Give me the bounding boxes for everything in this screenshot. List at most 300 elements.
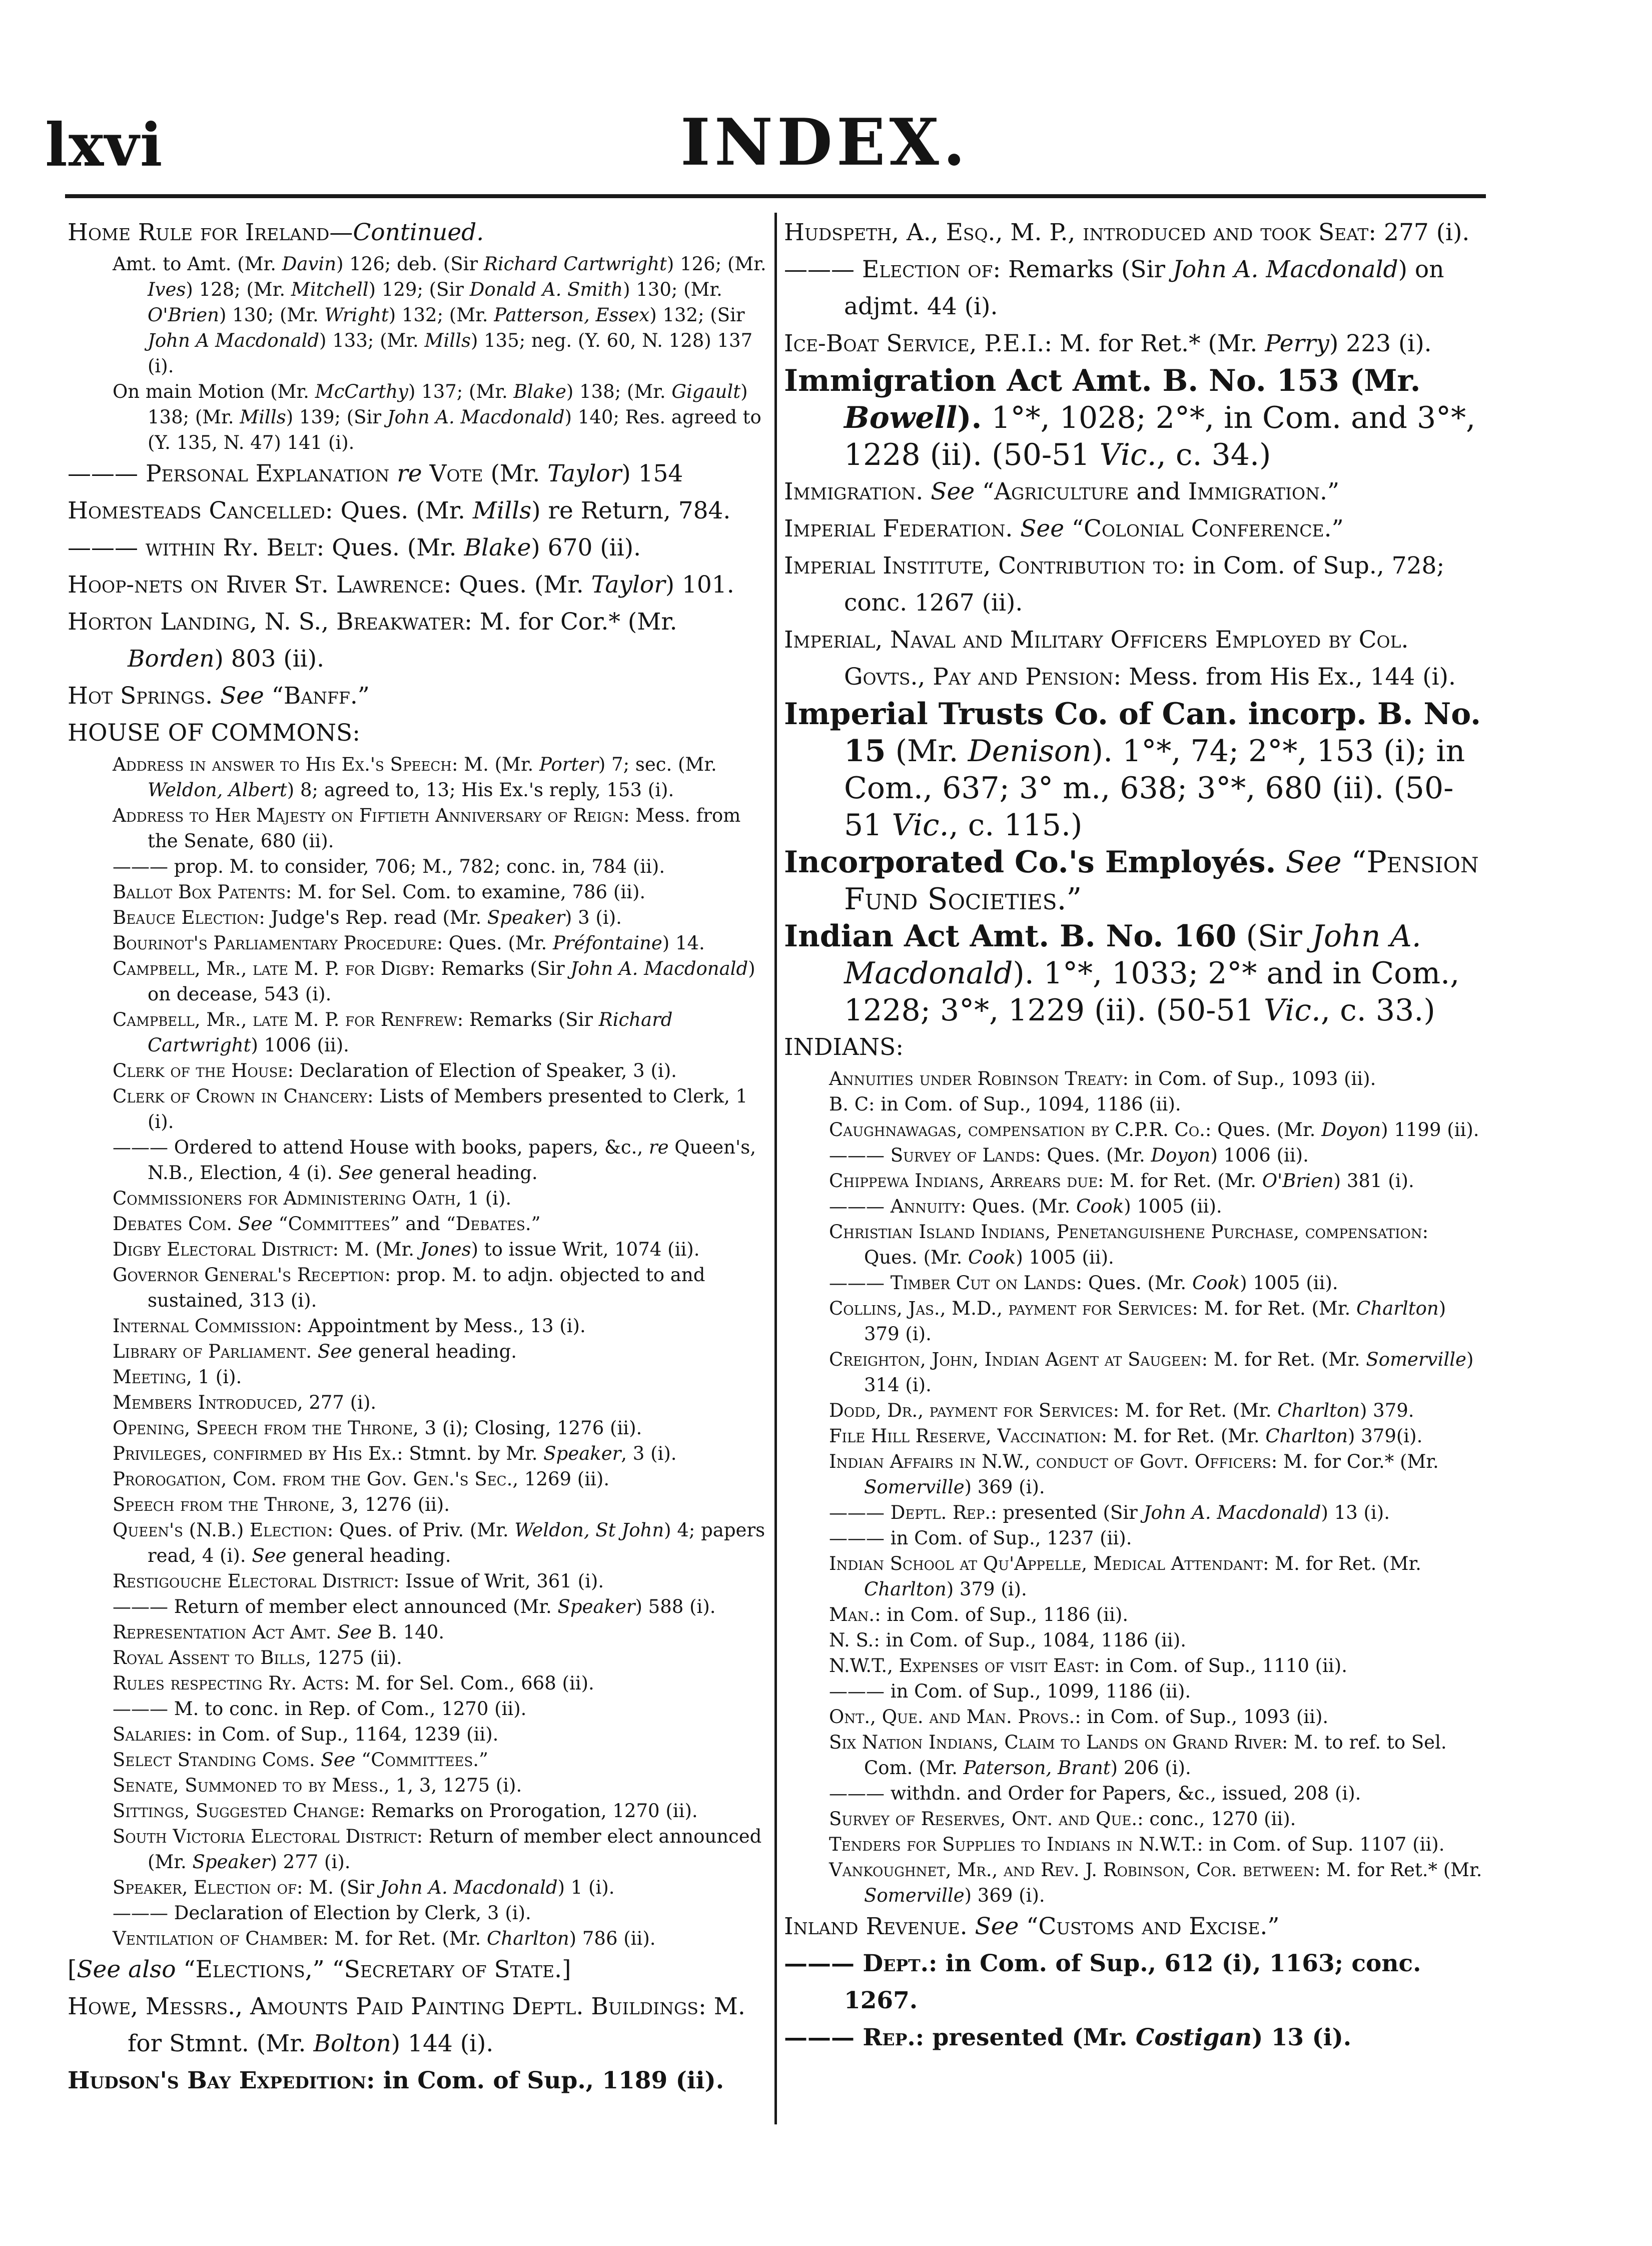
entry-text: ) 588 (i). (635, 1596, 716, 1617)
index-entry (784, 1117, 1487, 1143)
entry-text: ) 369 (i). (964, 1476, 1045, 1498)
index-entry (784, 1945, 1487, 2019)
entry-text: Howe, Messrs., Amounts Paid Painting Deptl. Buildings (68, 1993, 698, 2020)
entry-text: Jones (420, 1239, 471, 1260)
entry-text: Dept. (863, 1950, 929, 1977)
index-entry (68, 1670, 767, 1696)
entry-text: Personal Explanation (145, 460, 390, 487)
entry-text: Amt. to Amt. (Mr. (113, 253, 282, 275)
entry-text: Vankoughnet, Mr., and Rev. J. Robinson, Cor. between (829, 1859, 1315, 1881)
entry-text: Immigration. (784, 478, 924, 505)
entry-text: Continued. (353, 219, 484, 246)
index-entry (68, 1747, 767, 1773)
entry-text: Banff (283, 682, 350, 710)
entry-text: Vote (429, 460, 483, 487)
entry-text: South Victoria Electoral District (113, 1826, 417, 1847)
entry-text: .” (1320, 478, 1339, 505)
entry-text: Timber Cut on Lands (890, 1272, 1076, 1294)
entry-text: Ventilation of Chamber (113, 1928, 323, 1949)
entry-text: : in Com. of Sup., 1186 (ii). (875, 1604, 1129, 1625)
entry-text: Mitchell (291, 279, 369, 300)
index-entry (784, 1525, 1487, 1551)
entry-text: Immigration (1188, 478, 1320, 505)
column-divider (774, 213, 777, 2124)
entry-text: ) 4; papers read, 4 (i). (148, 1519, 765, 1566)
index-entry (784, 844, 1487, 918)
entry-text: Taylor (591, 571, 665, 599)
entry-text: , 3, 1276 (ii). (329, 1494, 450, 1515)
entry-text: ) 223 (i). (1329, 330, 1432, 357)
entry-text: “ (355, 1749, 371, 1771)
entry-text: , c. 33.) (1321, 993, 1435, 1028)
entry-text: .] (554, 1956, 571, 1983)
entry-text: ). 1°*, 74; 2°*, 153 (i); in Com., 637; 3° m., 638; 3°*, 680 (ii). (50-51 (844, 734, 1465, 843)
entry-text: Somerville (864, 1885, 965, 1906)
index-entry (68, 956, 767, 1007)
entry-text: Campbell, Mr., late M. P. for Renfrew (113, 1009, 457, 1030)
entry-text: ) 128; (Mr. (186, 279, 291, 300)
entry-text: ——— (784, 256, 862, 283)
index-entry (784, 1143, 1487, 1168)
entry-text: ——— withdn. and Order for Papers, &c., issued, 208 (i). (829, 1783, 1361, 1804)
index-entry (784, 2019, 1487, 2056)
entry-text: Mills (424, 330, 471, 351)
index-entry (784, 1219, 1487, 1270)
index-entry (784, 510, 1487, 547)
entry-text: re (648, 1137, 669, 1158)
entry-text: : Appointment by Mess., 13 (i). (296, 1315, 586, 1337)
entry-text: Deptl. Rep. (890, 1502, 991, 1523)
entry-text: Hudspeth, A., Esq., M. P., introduced and took Seat (784, 219, 1369, 246)
entry-text: : M. for Ret.* (Mr. (1314, 1859, 1482, 1881)
entry-text: Hot Springs. (68, 682, 213, 710)
entry-text: : M. for Ret. (Mr. (1113, 1400, 1278, 1421)
entry-text: ) 277 (i). (270, 1851, 351, 1873)
entry-text: Collins, Jas., M.D., payment for Services (829, 1298, 1192, 1319)
index-entry (68, 379, 767, 455)
entry-text: : Remarks (Sir (457, 1009, 599, 1030)
entry-text: Charlton (1265, 1425, 1348, 1447)
entry-text: (Sir (1236, 919, 1312, 954)
entry-text: Speaker (543, 1443, 621, 1464)
index-entry (68, 1135, 767, 1186)
entry-text: Doyon (1321, 1119, 1381, 1141)
index-entry (784, 1296, 1487, 1347)
index-entry (784, 622, 1487, 696)
entry-text: Members Introduced (113, 1392, 297, 1413)
entry-text: : Ques. (Mr. (1076, 1272, 1192, 1294)
entry-text: ) 381 (i). (1333, 1170, 1414, 1192)
entry-text: , 3 (i); Closing, 1276 (ii). (413, 1417, 642, 1439)
entry-text: Blake (464, 534, 531, 562)
entry-text: Internal Commission (113, 1315, 296, 1337)
entry-text: Indian School at Qu'Appelle, Medical Attendant (829, 1553, 1263, 1574)
entry-text: John A. Macdonald (1143, 1502, 1321, 1523)
entry-text: Charlton (486, 1928, 569, 1949)
entry-text: : in Com. of Sup., 1189 (ii). (366, 2067, 724, 2094)
entry-text: : M. (Mr. (332, 1239, 420, 1260)
entry-text: : M. for Cor.* (Mr. (464, 608, 677, 636)
entry-text: ——— (68, 534, 146, 562)
entry-text: ) on decease, 543 (i). (148, 958, 755, 1005)
entry-text: Bowell (844, 400, 958, 435)
entry-text: Creighton, John, Indian Agent at Saugeen (829, 1349, 1202, 1370)
entry-text: ) 314 (i). (864, 1349, 1474, 1396)
entry-text: , 1, 3, 1275 (i). (384, 1775, 522, 1796)
entry-text: ) re Return, 784. (531, 497, 731, 524)
entry-text: ) 3 (i). (564, 907, 622, 928)
entry-text: Richard Cartwright (483, 253, 667, 275)
entry-text: : Ques. (Mr. (325, 497, 473, 524)
index-entry (68, 1875, 767, 1900)
entry-text: Inland Revenue. (784, 1913, 968, 1940)
entry-text: : M. for Ret.* (Mr. (1044, 330, 1265, 357)
entry-text: ) 138; (Mr. (566, 381, 672, 402)
index-entry (68, 1083, 767, 1135)
entry-text: Survey of Lands (890, 1145, 1035, 1166)
index-entry (784, 1678, 1487, 1704)
entry-text: : presented (Sir (991, 1502, 1144, 1523)
entry-text: ——— in Com. of Sup., 1237 (ii). (829, 1527, 1132, 1549)
entry-text: Indian Act Amt. B. No. 160 (784, 919, 1237, 954)
index-entry (68, 1339, 767, 1364)
entry-text: ) 369 (i). (964, 1885, 1045, 1906)
entry-text: ) 13 (i). (1252, 2024, 1352, 2051)
entry-text: Imperial, Naval and Military Officers Employed by Col. Govts., Pay and Pension (784, 626, 1409, 691)
entry-text: Charlton (1277, 1400, 1360, 1421)
entry-text: Davin (282, 253, 337, 275)
entry-text: Vic. (1263, 993, 1321, 1028)
entry-text: .” (350, 682, 370, 710)
index-entry (68, 1186, 767, 1211)
entry-text: O'Brien (1262, 1170, 1334, 1192)
entry-text: : Ques. (Mr. (443, 571, 591, 599)
entry-text: .” (1260, 1913, 1280, 1940)
entry-text: Tenders for Supplies to Indians in N.W.T. (829, 1834, 1197, 1855)
entry-text: (Mr. (886, 734, 968, 769)
entry-text: : Remarks (Sir (993, 256, 1173, 283)
entry-text: : Remarks on Prorogation, 1270 (ii). (359, 1800, 698, 1822)
entry-text: Survey of Reserves, Ont. and Que. (829, 1808, 1138, 1830)
entry-text: : Return of member elect announced (Mr. (148, 1826, 762, 1873)
entry-text: Bolton (313, 2030, 391, 2057)
entry-text: Taylor (547, 460, 622, 487)
entry-text: Address in answer to His Ex.'s Speech (113, 754, 452, 775)
index-entry (68, 1058, 767, 1083)
entry-text: Somerville (864, 1476, 965, 1498)
index-entry (784, 1551, 1487, 1602)
entry-text: Commissioners for Administering Oath (113, 1188, 456, 1209)
entry-text: ——— (68, 460, 146, 487)
entry-text: Salaries (113, 1724, 186, 1745)
index-entry (68, 251, 767, 379)
index-entry (784, 1857, 1487, 1908)
entry-text: Committees (288, 1213, 390, 1235)
entry-text: Beauce Election (113, 907, 259, 928)
entry-text: Colonial Conference (1084, 515, 1324, 542)
entry-text: Secretary of State (344, 1956, 555, 1983)
entry-text: ) 1199 (ii). (1381, 1119, 1479, 1141)
entry-text: and (1129, 478, 1188, 505)
entry-text: See (1276, 845, 1342, 880)
index-entry (68, 1645, 767, 1670)
entry-text: Christian Island Indians, Penetanguishene Purchase, compensation (829, 1221, 1422, 1243)
entry-text: File Hill Reserve, Vaccination (829, 1425, 1101, 1447)
entry-text: .” (1057, 882, 1082, 917)
entry-text: Vic. (1099, 437, 1157, 472)
index-entry (784, 1602, 1487, 1627)
entry-text: Clerk of Crown in Chancery (113, 1085, 367, 1107)
entry-text: Rules respecting Ry. Acts (113, 1672, 344, 1694)
entry-text: ——— Ordered to attend House with books, papers, &c., (113, 1137, 649, 1158)
index-entry (68, 1237, 767, 1262)
entry-text: John A. Macdonald (570, 958, 748, 979)
index-entry (784, 251, 1487, 325)
entry-text: Governor General's Reception (113, 1264, 385, 1286)
entry-text: ) on adjmt. 44 (i). (844, 256, 1444, 320)
index-entry (784, 325, 1487, 362)
entry-text: ) 206 (i). (1110, 1757, 1191, 1779)
entry-text: ——— (829, 1196, 891, 1217)
entry-text: ——— (829, 1272, 891, 1294)
entry-text: Paterson, Brant (963, 1757, 1111, 1779)
entry-text: Pension Fund Societies (844, 845, 1479, 917)
entry-text: Agriculture (994, 478, 1129, 505)
entry-text: McCarthy (315, 381, 408, 402)
entry-text: John A. Macdonald (1172, 256, 1398, 283)
entry-text: Queen's, N.B., Election, 4 (i). (148, 1137, 756, 1184)
page-header (45, 100, 1471, 190)
entry-text: Meeting (113, 1366, 186, 1388)
page-number: lxvi (45, 110, 164, 180)
index-entry (68, 678, 767, 715)
entry-text: Doyon (1151, 1145, 1211, 1166)
entry-text: ) 126; (Mr. (666, 253, 766, 275)
entry-text: : M. for Ret. (Mr. (1101, 1425, 1266, 1447)
index-entry (68, 567, 767, 604)
entry-text: Cook (968, 1247, 1016, 1268)
entry-text: “ (272, 1213, 288, 1235)
entry-text: : Ques. (Mr. (436, 932, 553, 954)
index-entry (784, 1908, 1487, 1945)
entry-text: Charlton (1356, 1298, 1439, 1319)
index-entry (68, 1007, 767, 1058)
index-entry (68, 1492, 767, 1517)
entry-text: Ives (148, 279, 186, 300)
entry-text: : in Com. of Sup., 1110 (ii). (1094, 1655, 1347, 1676)
entry-text: “ (176, 1956, 196, 1983)
entry-text: Richard Cartwright (148, 1009, 673, 1056)
index-entry (68, 905, 767, 930)
entry-text: : M. for Sel. Com. to examine, 786 (ii). (285, 881, 646, 903)
index-entry (68, 492, 767, 529)
entry-text: Wright (324, 304, 389, 326)
entry-text: Speaker (192, 1851, 270, 1873)
entry-text: ) 138; (Mr. (148, 381, 748, 428)
entry-text: general heading. (352, 1341, 517, 1362)
entry-text: Incorporated Co.'s Employés. (784, 845, 1276, 880)
entry-text: .” (525, 1213, 541, 1235)
entry-text: Senate, Summoned to by Mess. (113, 1775, 384, 1796)
entry-text: : M. for Ret. (Mr. (1192, 1298, 1357, 1319)
entry-text: Address to Her Majesty on Fiftieth Anniversary of Reign (113, 805, 624, 826)
entry-text: , 1 (i). (186, 1366, 242, 1388)
entry-text: : Ques. (Mr. (960, 1196, 1076, 1217)
entry-text: ——— M. to conc. in Rep. of Com., 1270 (ii). (113, 1698, 527, 1720)
entry-text: : M. to ref. to Sel. Com. (Mr. (864, 1732, 1447, 1779)
index-entry (68, 1568, 767, 1594)
entry-text: .” (1324, 515, 1344, 542)
entry-text: : in Com. of Sup., 1093 (ii). (1122, 1068, 1376, 1089)
entry-text: (Mr. (483, 460, 548, 487)
entry-text: Debates Com. (113, 1213, 233, 1235)
entry-text: See (923, 478, 975, 505)
entry-text: See (331, 1621, 372, 1643)
entry-text: Representation Act Amt. (113, 1621, 332, 1643)
index-entry (784, 1270, 1487, 1296)
entry-text: ) 130; (Mr. (219, 304, 325, 326)
entry-text: : in Com. of Sup., 1084, 1186 (ii). (874, 1629, 1186, 1651)
entry-text: , 3 (i). (621, 1443, 677, 1464)
entry-text: Royal Assent to Bills (113, 1647, 306, 1668)
index-entry (68, 854, 767, 879)
entry-text: ) 135; neg. (Y. 60, N. 128) 137 (i). (148, 330, 753, 377)
entry-text: Ballot Box Patents (113, 881, 286, 903)
entry-text: INDIANS: (784, 1033, 904, 1061)
entry-text: Patterson, Essex (494, 304, 650, 326)
entry-text: within Ry. Belt (145, 534, 317, 562)
entry-text: : in Com. of Sup. 1107 (ii). (1197, 1834, 1445, 1855)
entry-text: Annuities under Robinson Treaty (829, 1068, 1123, 1089)
index-entry (68, 1262, 767, 1313)
entry-text: HOUSE OF COMMONS: (68, 719, 361, 747)
index-entry (68, 1211, 767, 1237)
index-entry (68, 2062, 767, 2099)
entry-text: Borden (128, 645, 215, 673)
entry-text: ) 1005 (ii). (1240, 1272, 1338, 1294)
entry-text: Customs and Excise (1038, 1913, 1260, 1940)
index-entry (68, 1441, 767, 1466)
index-entry (784, 547, 1487, 622)
entry-text: ——— (829, 1502, 891, 1523)
index-entry (784, 362, 1487, 473)
index-entry (68, 1313, 767, 1339)
entry-text: , 1275 (ii). (305, 1647, 402, 1668)
entry-text: See (315, 1749, 356, 1771)
entry-text: See also (77, 1956, 176, 1983)
entry-text: ——— (784, 1950, 863, 1977)
header-rule (65, 194, 1486, 198)
entry-text: See (232, 1213, 273, 1235)
entry-text: ) 7; sec. (Mr. (598, 754, 717, 775)
index-entry (68, 604, 767, 678)
index-entry (68, 1926, 767, 1951)
entry-text: Préfontaine (552, 932, 662, 954)
index-entry (68, 1415, 767, 1441)
entry-text: : in Com. of Sup., 612 (i), 1163; conc. 1267. (844, 1950, 1421, 2014)
index-entry (68, 1900, 767, 1926)
entry-text: Mills (472, 497, 532, 524)
entry-text: ) 154 (621, 460, 683, 487)
entry-text: ) 132; (Mr. (388, 304, 494, 326)
entry-text: ) 8; agreed to, 13; His Ex.'s reply, 153 (i). (287, 779, 674, 801)
entry-text: ——— Return of member elect announced (Mr. (113, 1596, 558, 1617)
entry-text: : conc., 1270 (ii). (1137, 1808, 1296, 1830)
entry-text: : Mess. from the Senate, 680 (ii). (148, 805, 741, 852)
entry-text: ) 130; (Mr. (623, 279, 722, 300)
entry-text: ) 1006 (ii). (251, 1034, 349, 1056)
entry-text: Costigan (1135, 2024, 1252, 2051)
index-entry (784, 1029, 1487, 1066)
entry-text: ) 129; (Sir (368, 279, 470, 300)
entry-text: Elections (195, 1956, 305, 1983)
entry-text: ) 1 (i). (557, 1877, 615, 1898)
entry-text: Homesteads Cancelled (68, 497, 325, 524)
entry-text: : Ques. (Mr. (864, 1221, 1429, 1268)
entry-text: Porter (539, 754, 598, 775)
entry-text: : Stmnt. by Mr. (397, 1443, 544, 1464)
entry-text: On main Motion (Mr. (113, 381, 315, 402)
index-entry (68, 752, 767, 803)
entry-text: Imperial Federation. (784, 515, 1013, 542)
entry-text: ) 140; Res. agreed to (Y. 135, N. 47) 141 (i). (148, 406, 761, 453)
entry-text: N.W.T., Expenses of visit East (829, 1655, 1094, 1676)
entry-text: Bourinot's Parliamentary Procedure (113, 932, 437, 954)
index-entry (68, 1773, 767, 1798)
index-entry (784, 1066, 1487, 1091)
entry-text: .” (473, 1749, 488, 1771)
page-title: INDEX. (680, 105, 970, 180)
entry-text: Cook (1192, 1272, 1240, 1294)
entry-text: Man. (829, 1604, 875, 1625)
entry-text: Select Standing Coms. (113, 1749, 315, 1771)
entry-text: ) 1006 (ii). (1210, 1145, 1309, 1166)
entry-text: Weldon, St John (514, 1519, 664, 1541)
entry-text: general heading. (286, 1545, 451, 1566)
entry-text: Mills (240, 406, 286, 428)
entry-text: Restigouche Electoral District (113, 1570, 393, 1592)
index-entry (784, 1627, 1487, 1653)
entry-text: Denison (968, 734, 1092, 769)
entry-text: Donald A. Smith (469, 279, 623, 300)
entry-text: : M. (Sir (297, 1877, 380, 1898)
entry-text: “ (1019, 1913, 1039, 1940)
entry-text: : in Com. of Sup., 1164, 1239 (ii). (186, 1724, 499, 1745)
entry-text: , 1 (i). (455, 1188, 512, 1209)
entry-text: ) 137; (Mr. (408, 381, 514, 402)
entry-text: Opening, Speech from the Throne (113, 1417, 413, 1439)
index-entry (784, 1806, 1487, 1832)
entry-text: : M. for Stmnt. (Mr. (128, 1993, 745, 2057)
index-entry (784, 214, 1487, 251)
entry-text: Committees (371, 1749, 473, 1771)
entry-text: N. S. (829, 1629, 874, 1651)
entry-text: : prop. M. to adjn. objected to and sustained, 313 (i). (148, 1264, 705, 1311)
entry-text: ) 1005 (ii). (1016, 1247, 1114, 1268)
entry-text: : Ques. (Mr. (1205, 1119, 1322, 1141)
entry-text: Dodd, Dr., payment for Services (829, 1400, 1113, 1421)
index-entry (784, 473, 1487, 510)
index-entry (68, 879, 767, 905)
entry-text: : Judge's Rep. read (Mr. (259, 907, 487, 928)
entry-text: See (312, 1341, 353, 1362)
entry-text: : M. for Sel. Com., 668 (ii). (343, 1672, 594, 1694)
entry-text: , 1269 (ii). (512, 1468, 610, 1490)
entry-text: Six Nation Indians, Claim to Lands on Grand River (829, 1732, 1282, 1753)
entry-text: Privileges, confirmed by His Ex. (113, 1443, 397, 1464)
index-entry (68, 1364, 767, 1390)
entry-text: [ (68, 1956, 77, 1983)
